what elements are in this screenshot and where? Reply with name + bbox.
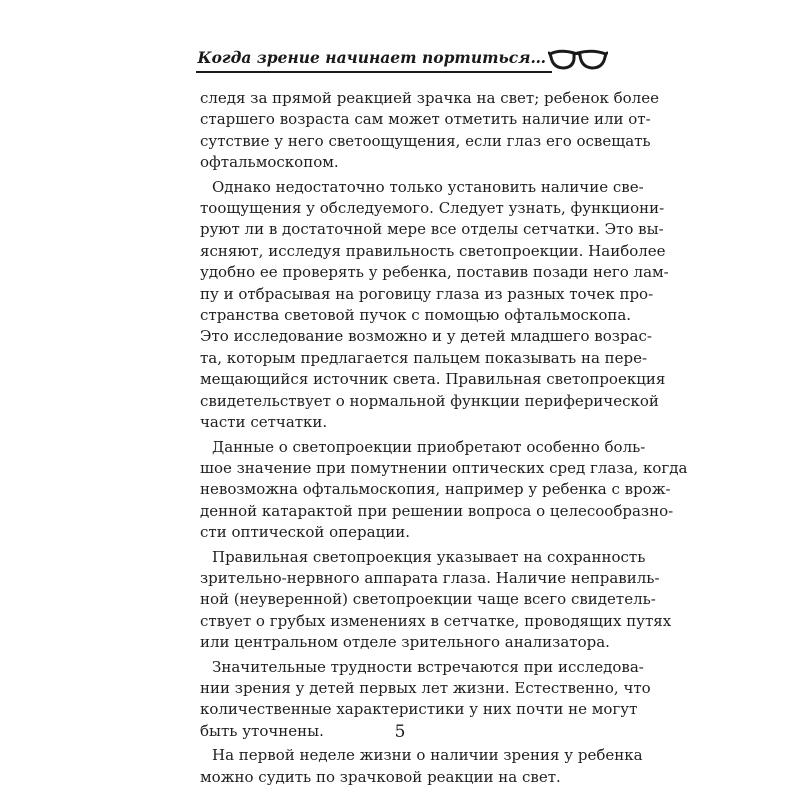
text-line: части сетчатки. [200,413,328,432]
text-line: тоощущения у обследуемого. Следует узнать, функциони- [200,199,665,218]
text-line: мещающийся источник света. Правильная светопроекция [200,370,666,389]
paragraph [200,177,669,434]
text-line: зрительно-нервного аппарата глаза. Наличие неправиль- [200,568,660,587]
text-line: На первой неделе жизни о наличии зрения у ребенка [212,746,643,765]
text-line: офтальмоскопом. [200,153,339,172]
text-line: руют ли в достаточной мере все отделы сетчатки. Это вы- [200,220,664,239]
text-line: ясняют, исследуя правильность светопроекции. Наиболее [200,241,666,260]
header-rule [196,71,552,73]
text-line: следя за прямой реакцией зрачка на свет; ребенок более [200,89,659,107]
text-line: Однако недостаточно только установить наличие све- [212,177,644,196]
paragraph [200,745,643,788]
text-line: ной (неуверенной) светопроекции чаще всего свидетель- [200,590,656,609]
text-line: можно судить по зрачковой реакции на свет. [200,767,561,786]
text-line: нии зрения у детей первых лет жизни. Естественно, что [200,678,651,697]
text-line: количественные характеристики у них почти не могут [200,700,638,719]
text-line: невозможна офтальмоскопия, например у ребенка с врож- [200,480,671,499]
text-line: сутствие у него светоощущения, если глаз его освещать [200,131,651,150]
paragraph [200,437,688,544]
page-number: 5 [394,722,406,742]
text-line: пу и отбрасывая на роговицу глаза из разных точек про- [200,284,654,303]
text-line: Это исследование возможно и у детей младшего возрас- [200,327,652,346]
text-line: странства световой пучок с помощью офтальмоскопа. [200,306,632,325]
text-line: удобно ее проверять у ребенка, поставив позади него лам- [200,263,669,282]
running-header-title: Когда зрение начинает портиться… [197,48,546,67]
paragraph [200,547,672,654]
glasses-icon [548,46,608,72]
text-line: ствует о грубых изменениях в сетчатке, проводящих путях [200,611,672,630]
text-line: или центральном отделе зрительного анализатора. [200,633,610,652]
text-line: свидетельствует о нормальной функции периферической [200,391,659,410]
text-line: та, которым предлагается пальцем показывать на пере- [200,348,648,367]
text-line: старшего возраста сам может отметить наличие или от- [200,110,651,129]
text-line: денной катарактой при решении вопроса о целесообразно- [200,501,674,520]
text-line: Данные о светопроекции приобретают особенно боль- [212,437,646,456]
paragraph [200,88,659,174]
running-header [196,44,608,74]
text-line: шое значение при помутнении оптических сред глаза, когда [200,458,688,477]
text-line: сти оптической операции. [200,523,411,542]
text-line: Правильная светопроекция указывает на сохранность [212,547,646,566]
text-line: быть уточнены. [200,721,324,740]
text-line: Значительные трудности встречаются при исследова- [212,657,644,676]
body-text [200,88,688,791]
